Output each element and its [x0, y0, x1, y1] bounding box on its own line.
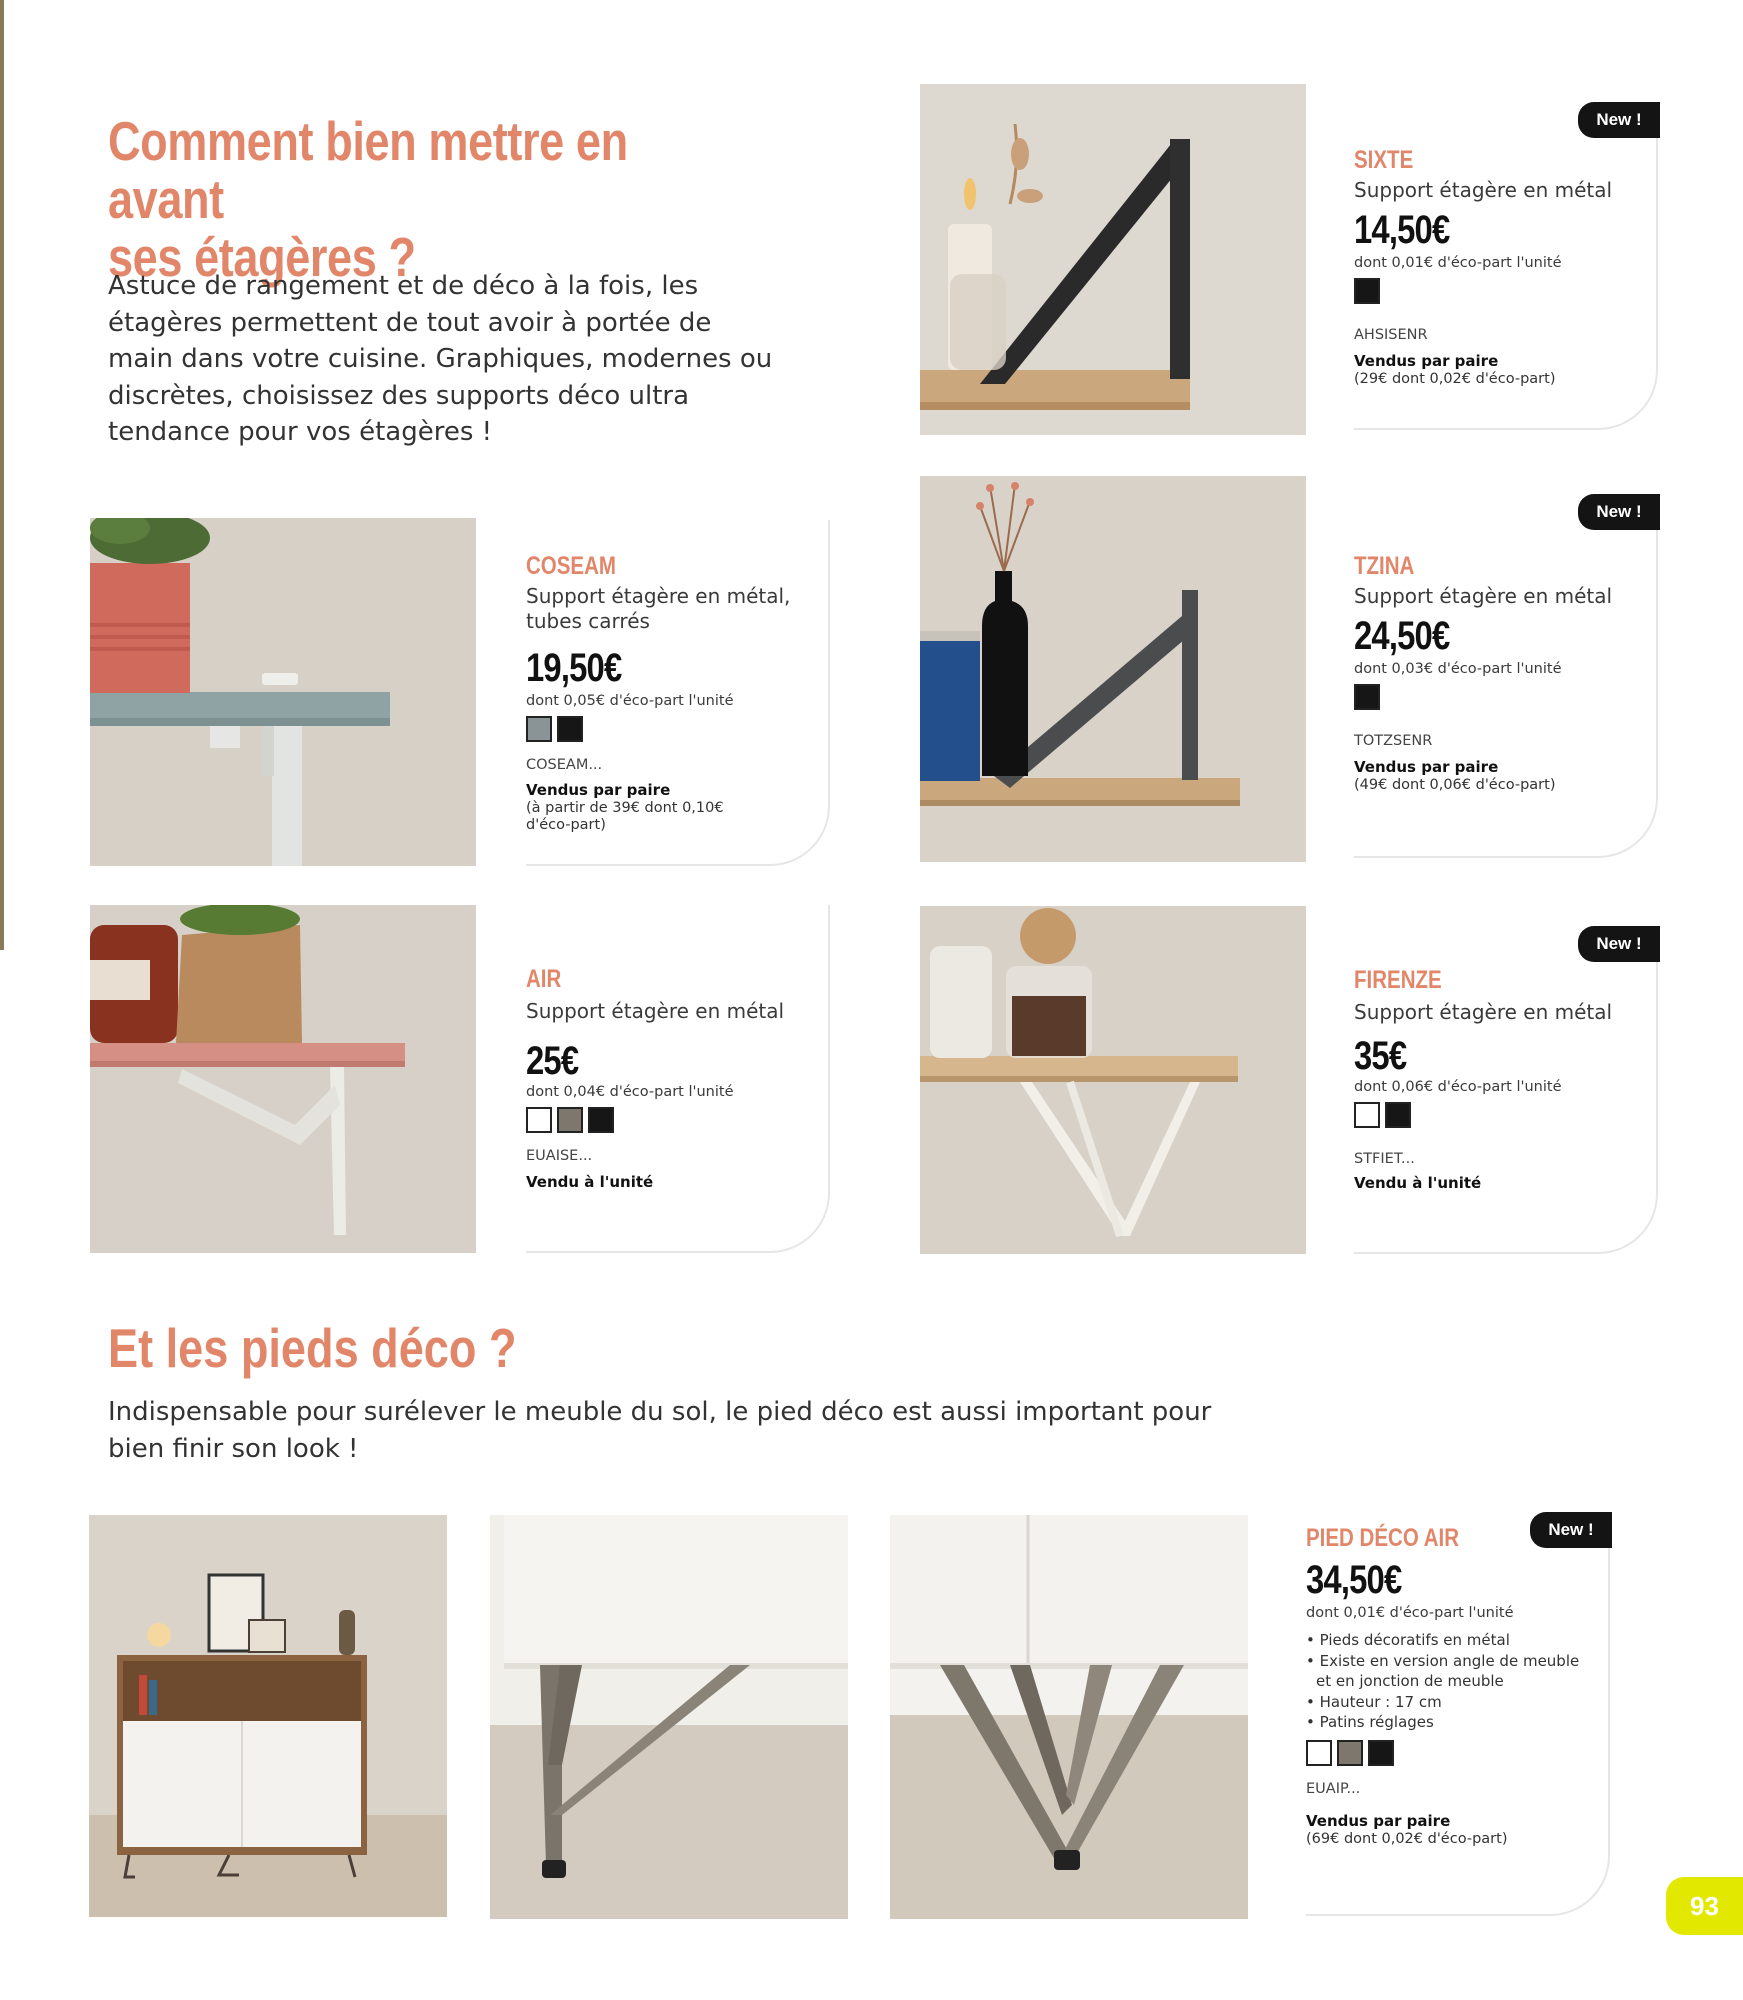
- product-card-tzina: [1354, 494, 1658, 858]
- sales-unit: Vendus par paire: [1354, 758, 1499, 776]
- color-swatch: [526, 1107, 552, 1133]
- eco-participation: dont 0,03€ d'éco-part l'unité: [1354, 661, 1562, 677]
- product-description: Support étagère en métal: [1354, 178, 1613, 202]
- section-intro-shelves: Astuce de rangement et de déco à la fois, les étagères permettent de tout avoir à portée de main dans votre cuisine. Graphiques, modernes ou discrètes, choisissez des supports déco ultra tendance pour vos étagères !: [108, 271, 773, 447]
- product-description: Support étagère en métal, tubes carrés: [526, 584, 791, 633]
- color-swatch: [1354, 684, 1380, 710]
- new-badge: New !: [1578, 494, 1660, 530]
- color-swatch: [1385, 1102, 1411, 1128]
- pair-price-note: (à partir de 39€ dont 0,10€ d'éco-part): [526, 800, 724, 833]
- eco-participation: dont 0,06€ d'éco-part l'unité: [1354, 1079, 1562, 1095]
- sideboard-photo: [89, 1515, 447, 1917]
- new-badge: New !: [1530, 1512, 1612, 1548]
- feature-item: • Existe en version angle de meuble et en jonction de meuble: [1306, 1651, 1596, 1692]
- section-title-line: Comment bien mettre en avant: [108, 110, 628, 230]
- product-reference: TOTZSENR: [1354, 733, 1433, 749]
- eco-participation: dont 0,05€ d'éco-part l'unité: [526, 693, 734, 709]
- color-swatch: [1306, 1740, 1332, 1766]
- sales-unit: Vendus par paire: [1354, 352, 1499, 370]
- product-card-coseam: [526, 520, 830, 866]
- feature-item: • Hauteur : 17 cm: [1306, 1692, 1596, 1713]
- eco-participation: dont 0,04€ d'éco-part l'unité: [526, 1084, 734, 1100]
- eco-participation: dont 0,01€ d'éco-part l'unité: [1354, 255, 1562, 271]
- product-price: 25€: [526, 1039, 579, 1083]
- color-swatches: [1354, 278, 1380, 304]
- product-price: 14,50€: [1354, 208, 1450, 252]
- section-title-shelves: [108, 112, 666, 286]
- coseam-photo: [90, 518, 476, 866]
- sales-unit: Vendus par paire: [526, 781, 671, 799]
- page-number: 93: [1666, 1877, 1743, 1935]
- product-description: Support étagère en métal: [1354, 1000, 1613, 1024]
- product-price: 35€: [1354, 1034, 1407, 1078]
- product-description: Support étagère en métal: [1354, 584, 1613, 608]
- product-name: PIED DÉCO AIR: [1306, 1524, 1460, 1552]
- product-reference: COSEAM...: [526, 757, 603, 773]
- color-swatch: [1337, 1740, 1363, 1766]
- sales-unit: Vendu à l'unité: [1354, 1174, 1482, 1192]
- product-price: 34,50€: [1306, 1558, 1402, 1602]
- color-swatch: [557, 1107, 583, 1133]
- sixte-photo: [920, 84, 1306, 435]
- sales-unit: Vendu à l'unité: [526, 1173, 654, 1191]
- firenze-photo: [920, 906, 1306, 1254]
- sales-unit: Vendus par paire: [1306, 1812, 1451, 1830]
- leg-closeup-photo-2: [890, 1515, 1248, 1919]
- eco-participation: dont 0,01€ d'éco-part l'unité: [1306, 1605, 1514, 1621]
- color-swatch: [526, 716, 552, 742]
- product-card-air: [526, 905, 830, 1253]
- product-price: 19,50€: [526, 646, 622, 690]
- color-swatches: [1306, 1740, 1394, 1766]
- feature-list: [1306, 1630, 1596, 1733]
- feature-item: • Patins réglages: [1306, 1712, 1596, 1733]
- product-card-sixte: [1354, 102, 1658, 430]
- color-swatches: [526, 1107, 614, 1133]
- color-swatch: [557, 716, 583, 742]
- color-swatch: [1354, 278, 1380, 304]
- new-badge: New !: [1578, 102, 1660, 138]
- product-reference: EUAISE...: [526, 1148, 593, 1164]
- color-swatch: [1368, 1740, 1394, 1766]
- section-title-legs: Et les pieds déco ?: [108, 1317, 517, 1379]
- product-name: AIR: [526, 965, 562, 993]
- product-reference: AHSISENR: [1354, 327, 1428, 343]
- product-card-pied-deco-air: [1306, 1512, 1610, 1916]
- feature-item: • Pieds décoratifs en métal: [1306, 1630, 1596, 1651]
- section-intro-legs: Indispensable pour surélever le meuble du sol, le pied déco est aussi important pour bien finir son look !: [108, 1397, 1212, 1464]
- product-name: COSEAM: [526, 552, 616, 580]
- product-reference: STFIET...: [1354, 1151, 1415, 1167]
- product-description: Support étagère en métal: [526, 999, 785, 1023]
- section-title-line: ses étagères ?: [108, 226, 416, 288]
- product-name: FIRENZE: [1354, 966, 1442, 994]
- pair-price-note: (29€ dont 0,02€ d'éco-part): [1354, 371, 1556, 387]
- tzina-photo: [920, 476, 1306, 862]
- product-price: 24,50€: [1354, 614, 1450, 658]
- color-swatch: [588, 1107, 614, 1133]
- product-card-firenze: [1354, 926, 1658, 1254]
- pair-price-note: (49€ dont 0,06€ d'éco-part): [1354, 777, 1556, 793]
- color-swatch: [1354, 1102, 1380, 1128]
- air-photo: [90, 905, 476, 1253]
- product-reference: EUAIP...: [1306, 1781, 1361, 1797]
- product-name: SIXTE: [1354, 146, 1414, 174]
- product-name: TZINA: [1354, 552, 1415, 580]
- new-badge: New !: [1578, 926, 1660, 962]
- color-swatches: [1354, 1102, 1411, 1128]
- color-swatches: [1354, 684, 1380, 710]
- page-edge-strip: [0, 0, 4, 950]
- color-swatches: [526, 716, 583, 742]
- pair-price-note: (69€ dont 0,02€ d'éco-part): [1306, 1831, 1508, 1847]
- leg-closeup-photo-1: [490, 1515, 848, 1919]
